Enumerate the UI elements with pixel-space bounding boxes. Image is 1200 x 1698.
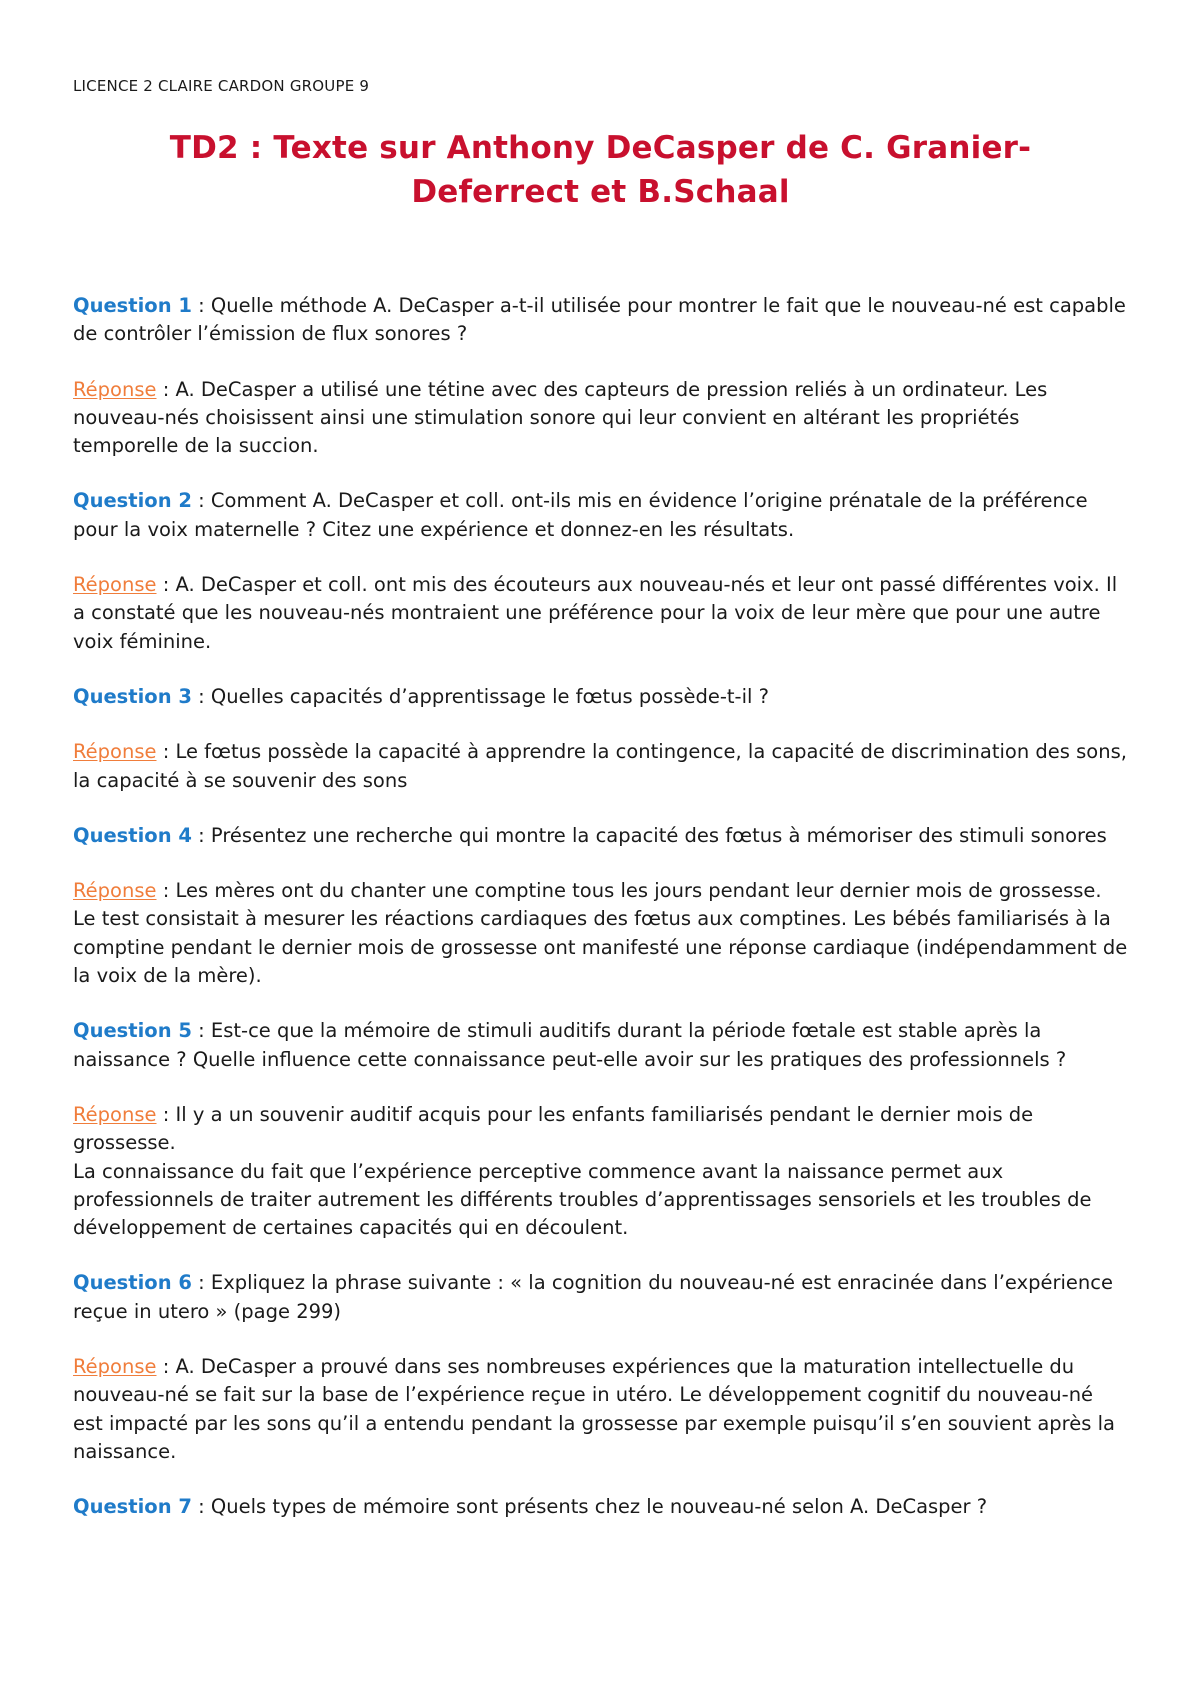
question-5 — [73, 1017, 1128, 1074]
question-text: : Expliquez la phrase suivante : « la cognition du nouveau-né est enracinée dans l’expérience reçue in utero » (page 299) — [73, 1271, 1113, 1323]
question-label: Question 2 — [73, 489, 192, 513]
question-text: : Est-ce que la mémoire de stimuli auditifs durant la période fœtale est stable après la naissance ? Quelle influence cette connaissance peut-elle avoir sur les pratiques des professionnels ? — [73, 1019, 1067, 1071]
answer-6 — [73, 1353, 1128, 1466]
question-7 — [73, 1493, 1128, 1521]
answer-label: Réponse — [73, 1355, 157, 1379]
answer-1 — [73, 376, 1128, 461]
answer-3 — [73, 738, 1128, 795]
title-line-2: Deferrect et B.Schaal — [411, 174, 790, 210]
answer-text: : Le fœtus possède la capacité à apprendre la contingence, la capacité de discrimination des sons, la capacité à se souvenir des sons — [73, 740, 1127, 792]
question-label: Question 4 — [73, 823, 192, 847]
answer-text-continued: La connaissance du fait que l’expérience perceptive commence avant la naissance permet aux professionnels de traiter autrement les différents troubles d’apprentissages sensoriels et les troubles de développement de certaines capacités qui en découlent. — [73, 1159, 1092, 1240]
answer-label: Réponse — [73, 740, 157, 764]
question-1 — [73, 292, 1128, 349]
question-text: : Quelle méthode A. DeCasper a-t-il utilisée pour montrer le fait que le nouveau-né est capable de contrôler l’émission de flux sonores ? — [73, 294, 1126, 346]
answer-2 — [73, 571, 1128, 656]
question-3 — [73, 683, 1128, 711]
answer-text: : A. DeCasper a prouvé dans ses nombreuses expériences que la maturation intellectuelle du nouveau-né se fait sur la base de l’expérience reçue in utéro. Le développement cognitif du nouveau-né est impacté par les sons qu’il a entendu pendant la grossesse par exemple puisqu’il s’en souvient après la naissance. — [73, 1355, 1115, 1463]
answer-label: Réponse — [73, 1102, 157, 1126]
answer-label: Réponse — [73, 573, 157, 597]
question-6 — [73, 1269, 1128, 1326]
answer-text: : Il y a un souvenir auditif acquis pour les enfants familiarisés pendant le dernier mois de grossesse. — [73, 1102, 1034, 1155]
answer-label: Réponse — [73, 377, 157, 401]
question-label: Question 7 — [73, 1495, 192, 1519]
question-text: : Comment A. DeCasper et coll. ont-ils mis en évidence l’origine prénatale de la préférence pour la voix maternelle ? Citez une expérience et donnez-en les résultats. — [73, 489, 1088, 541]
title-line-1: TD2 : Texte sur Anthony DeCasper de C. Granier- — [169, 130, 1032, 166]
question-text: : Quels types de mémoire sont présents chez le nouveau-né selon A. DeCasper ? — [191, 1495, 988, 1519]
question-label: Question 3 — [73, 684, 192, 708]
document-title — [73, 126, 1128, 214]
answer-5 — [73, 1101, 1128, 1242]
answer-4 — [73, 877, 1128, 990]
answer-text: : A. DeCasper et coll. ont mis des écouteurs aux nouveau-nés et leur ont passé différentes voix. Il a constaté que les nouveau-nés montraient une préférence pour la voix de leur mère que pour une autre voix féminine. — [73, 573, 1118, 653]
question-label: Question 1 — [73, 294, 192, 317]
question-label: Question 5 — [73, 1019, 192, 1043]
question-label: Question 6 — [73, 1271, 192, 1295]
answer-text: : A. DeCasper a utilisé une tétine avec des capteurs de pression reliés à un ordinateur. Les nouveau-nés choisissent ainsi une stimulation sonore qui leur convient en altérant les propriétés temporelle de la succion. — [73, 377, 1048, 458]
question-4 — [73, 822, 1128, 850]
header-line: LICENCE 2 CLAIRE CARDON GROUPE 9 — [73, 77, 370, 95]
question-text: : Présentez une recherche qui montre la capacité des fœtus à mémoriser des stimuli sonores — [191, 823, 1107, 847]
answer-text: : Les mères ont du chanter une comptine tous les jours pendant leur dernier mois de grossesse. Le test consistait à mesurer les réactions cardiaques des fœtus aux comptines. Les bébés familiarisés à la comptine pendant le dernier mois de grossesse ont manifesté une réponse cardiaque (indépendamment de la voix de la mère). — [73, 879, 1128, 988]
question-2 — [73, 487, 1128, 544]
question-text: : Quelles capacités d’apprentissage le fœtus possède-t-il ? — [191, 684, 769, 708]
answer-label: Réponse — [73, 879, 157, 903]
